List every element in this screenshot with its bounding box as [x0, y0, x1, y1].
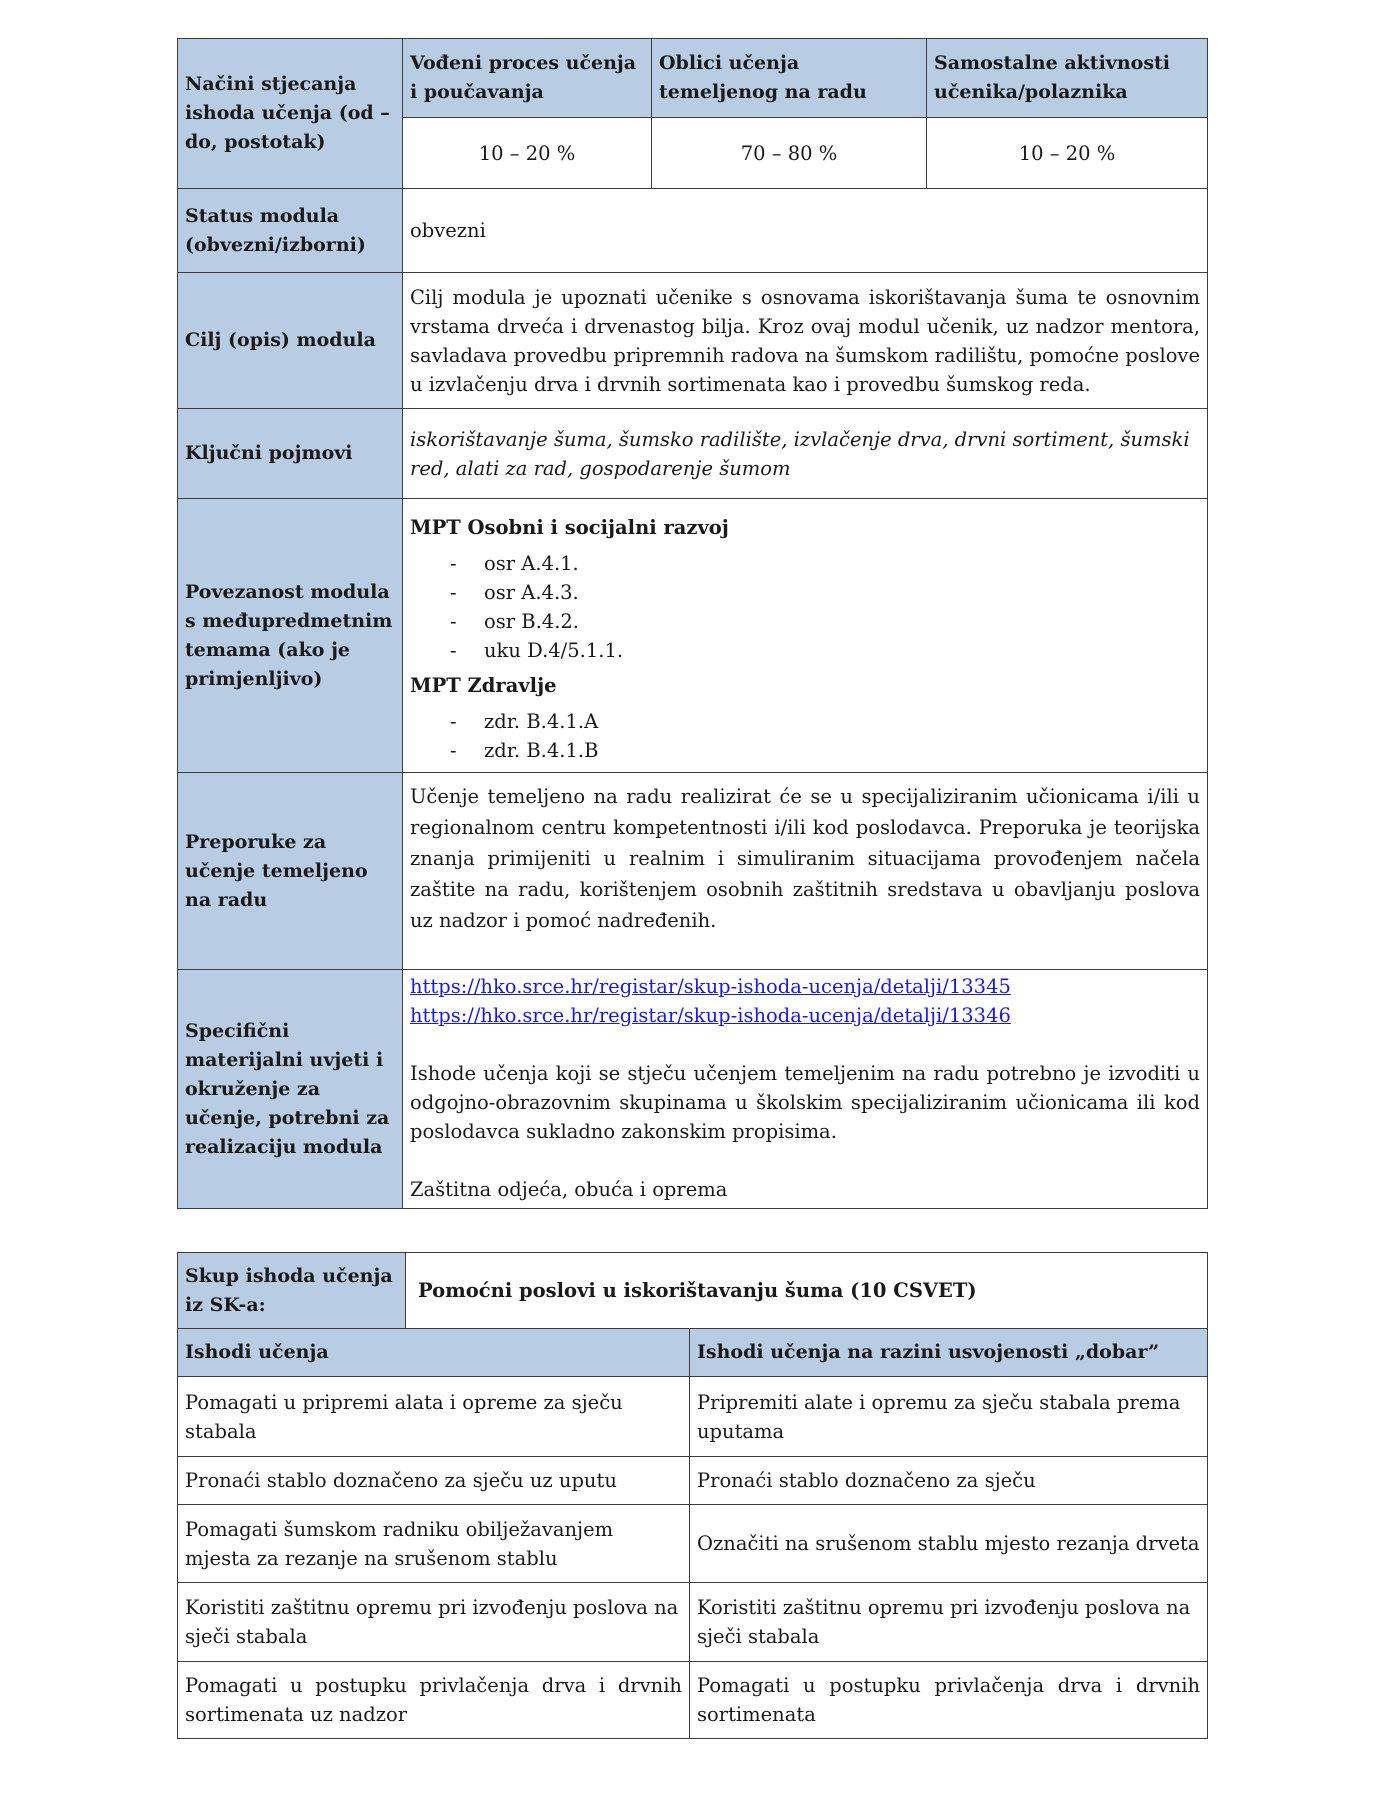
- outcome-good-cell: Pronaći stablo doznačeno za sječu: [690, 1457, 1208, 1505]
- work-based-learning-header: Oblici učenja temeljenog na radu: [652, 39, 927, 118]
- outcome-set-label: Skup ishoda učenja iz SK-a:: [178, 1253, 406, 1329]
- conditions-paragraph: Ishode učenja koji se stječu učenjem temeljenim na radu potrebno je izvoditi u odgojno-obrazovnim skupinama u školskim specijaliziranim učionicama ili kod poslodavca sukladno zakonskim propisima.: [410, 1062, 1200, 1143]
- list-item: [450, 736, 1200, 765]
- list-item-text: osr A.4.3.: [484, 580, 579, 604]
- outcome-cell: Pronaći stablo doznačeno za sječu uz uputu: [178, 1457, 690, 1505]
- group-title-health: MPT Zdravlje: [410, 673, 557, 697]
- list-item: [450, 549, 1200, 578]
- outcomes-good-level-header: Ishodi učenja na razini usvojenosti „dobar”: [690, 1329, 1208, 1377]
- dash-bullet: -: [450, 551, 457, 575]
- spacer: [410, 1030, 1200, 1059]
- equipment-text: Zaštitna odjeća, obuća i oprema: [410, 1178, 728, 1201]
- spacer: [410, 1146, 1200, 1175]
- recommendations-value: Učenje temeljeno na radu realizirat će se u specijaliziranim učionicama i/ili u regionalnom centru kompetentnosti i/ili kod poslodavca. Preporuka je teorijska znanja primijeniti u realnim i simuliranim situacijama provođenjem načela zaštite na radu, korištenjem osobnih zaštitnih sredstava u obavljanju poslova uz nadzor i pomoć nadređenih.: [403, 773, 1208, 970]
- outcome-cell: Pomagati šumskom radniku obilježavanjem mjesta za rezanje na srušenom stablu: [178, 1505, 690, 1583]
- recommendations-row: [178, 773, 1208, 970]
- outcome-cell: Pomagati u postupku privlačenja drva i drvnih sortimenata uz nadzor: [178, 1662, 690, 1739]
- dash-bullet: -: [450, 609, 457, 633]
- outcome-set-row: [178, 1253, 1208, 1329]
- outcomes-header: Ishodi učenja: [178, 1329, 690, 1377]
- dash-bullet: -: [450, 580, 457, 604]
- list-item: [450, 636, 1200, 665]
- personal-development-list: [410, 549, 1200, 665]
- table-row: [178, 1583, 1208, 1662]
- goal-value: Cilj modula je upoznati učenike s osnovama iskorištavanja šuma te osnovnim vrstama drveća i drvenastog bilja. Kroz ovaj modul učenik, uz nadzor mentora, savladava provedbu pripremnih radova na šumskom radilištu, pomoćne poslove u izvlačenju drva i drvnih sortimenata kao i provedbu šumskog reda.: [403, 273, 1208, 409]
- registry-link-13345[interactable]: https://hko.srce.hr/registar/skup-ishoda-ucenja/detalji/13345: [410, 975, 1011, 998]
- independent-activities-header: Samostalne aktivnosti učenika/polaznika: [927, 39, 1208, 118]
- outcome-good-cell: Označiti na srušenom stablu mjesto rezanja drveta: [690, 1505, 1208, 1583]
- list-item-text: zdr. B.4.1.A: [484, 709, 599, 733]
- outcome-cell: Pomagati u pripremi alata i opreme za sječu stabala: [178, 1377, 690, 1457]
- dash-bullet: -: [450, 638, 457, 662]
- independent-activities-value: 10 – 20 %: [927, 118, 1208, 189]
- module-info-table: [177, 38, 1208, 1209]
- table-row: [178, 1457, 1208, 1505]
- cross-curricular-label: Povezanost modula s međupredmetnim temama (ako je primjenljivo): [178, 499, 403, 773]
- list-item: [450, 607, 1200, 636]
- keywords-label: Ključni pojmovi: [178, 409, 403, 499]
- keywords-value: iskorištavanje šuma, šumsko radilište, izvlačenje drva, drvni sortiment, šumski red, alati za rad, gospodarenje šumom: [403, 409, 1208, 499]
- methods-label: Načini stjecanja ishoda učenja (od – do, postotak): [178, 39, 403, 189]
- list-item: [450, 578, 1200, 607]
- group-title-personal: MPT Osobni i socijalni razvoj: [410, 515, 729, 539]
- cross-curricular-value: [403, 499, 1208, 773]
- conditions-value: [403, 970, 1208, 1209]
- list-item: [450, 707, 1200, 736]
- table-row: [178, 1505, 1208, 1583]
- outcome-set-title: Pomoćni poslovi u iskorištavanju šuma (10 CSVET): [406, 1253, 1208, 1329]
- outcome-cell: Koristiti zaštitnu opremu pri izvođenju poslova na sječi stabala: [178, 1583, 690, 1662]
- keywords-row: [178, 409, 1208, 499]
- list-item-text: osr B.4.2.: [484, 609, 580, 633]
- guided-learning-value: 10 – 20 %: [403, 118, 652, 189]
- conditions-row: [178, 970, 1208, 1209]
- list-item-text: osr A.4.1.: [484, 551, 579, 575]
- outcome-good-cell: Pomagati u postupku privlačenja drva i drvnih sortimenata: [690, 1662, 1208, 1739]
- methods-header-row: [178, 39, 1208, 118]
- health-list: [410, 707, 1200, 765]
- learning-outcomes-table: [177, 1252, 1208, 1739]
- status-row: [178, 189, 1208, 273]
- dash-bullet: -: [450, 709, 457, 733]
- outcome-good-cell: Pripremiti alate i opremu za sječu stabala prema uputama: [690, 1377, 1208, 1457]
- dash-bullet: -: [450, 738, 457, 762]
- recommendations-label: Preporuke za učenje temeljeno na radu: [178, 773, 403, 970]
- conditions-label: Specifični materijalni uvjeti i okruženje za učenje, potrebni za realizaciju modula: [178, 970, 403, 1209]
- goal-row: [178, 273, 1208, 409]
- cross-curricular-row: [178, 499, 1208, 773]
- status-value: obvezni: [403, 189, 1208, 273]
- table-row: [178, 1662, 1208, 1739]
- status-label: Status modula (obvezni/izborni): [178, 189, 403, 273]
- table-row: [178, 1377, 1208, 1457]
- list-item-text: uku D.4/5.1.1.: [484, 638, 624, 662]
- outcomes-header-row: [178, 1329, 1208, 1377]
- list-item-text: zdr. B.4.1.B: [484, 738, 599, 762]
- work-based-learning-value: 70 – 80 %: [652, 118, 927, 189]
- guided-learning-header: Vođeni proces učenja i poučavanja: [403, 39, 652, 118]
- outcome-good-cell: Koristiti zaštitnu opremu pri izvođenju poslova na sječi stabala: [690, 1583, 1208, 1662]
- registry-link-13346[interactable]: https://hko.srce.hr/registar/skup-ishoda-ucenja/detalji/13346: [410, 1004, 1011, 1027]
- goal-label: Cilj (opis) modula: [178, 273, 403, 409]
